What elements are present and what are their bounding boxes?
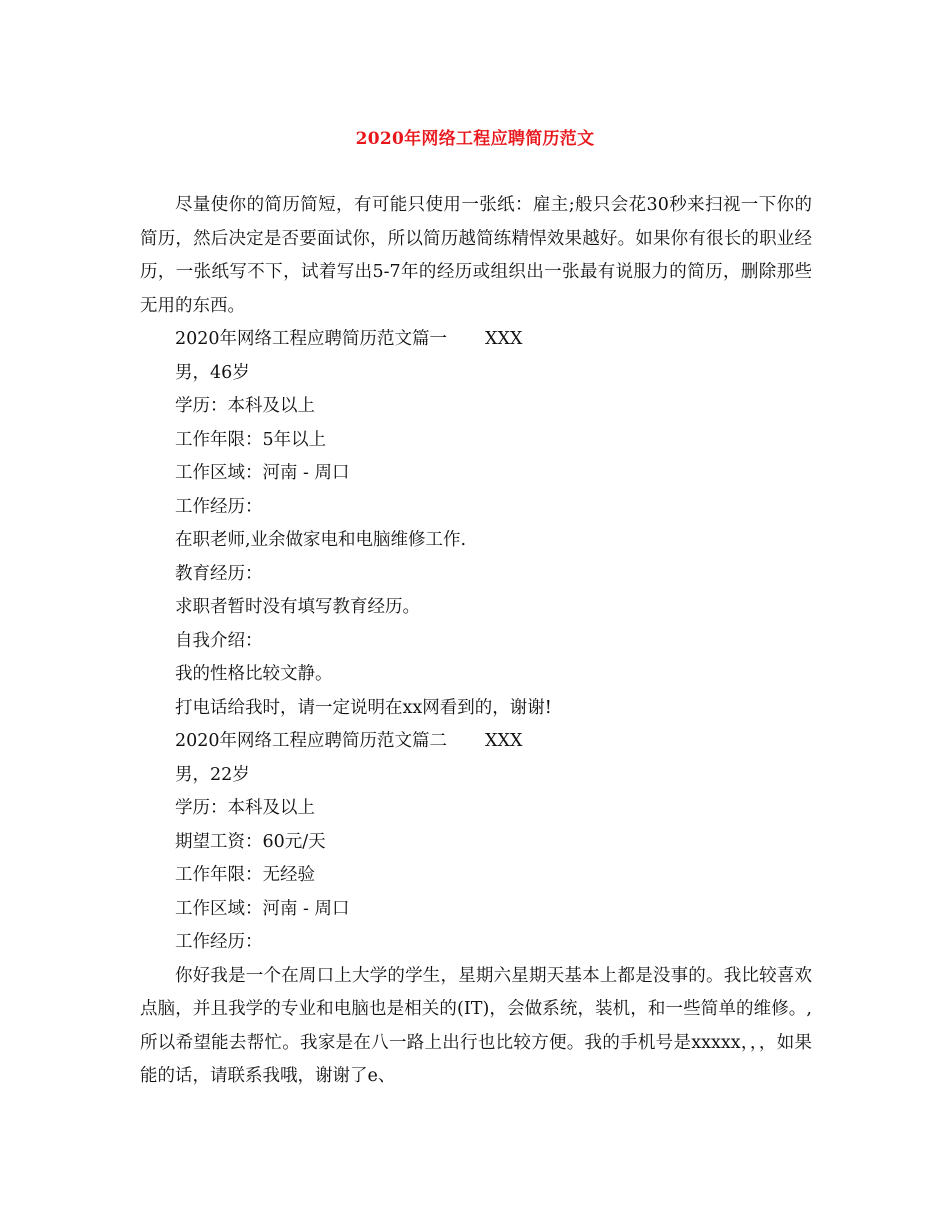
resume1-intro-label: 自我介绍： [175,630,263,651]
resume1-intro-text: 我的性格比较文静。 [175,664,333,684]
resume2-experience: 你好我是一个在周口上大学的学生，星期六星期天基本上都是没事的。我比较喜欢点脑，并且我学的专业和电脑也是相关的(IT)，会做系统，装机，和一些简单的维修。,所以希望能去帮忙。我家是在八一路上出行也比较方便。我的手机号是xxxxx，，，如果能的话，请联系我哦，谢谢了e、 [140,965,812,1086]
resume2-years: 工作年限：无经验 [175,865,315,885]
resume1-years: 工作年限：5年以上 [175,429,327,450]
resume1-gender-age: 男，46岁 [175,362,250,383]
resume1-edu-text: 求职者暂时没有填写教育经历。 [175,597,420,617]
resume1-experience: 在职老师,业余做家电和电脑维修工作. [175,530,467,550]
document-title: 2020年网络工程应聘简历范文 [355,129,595,149]
resume2-heading [140,725,812,759]
intro-paragraph: 尽量使你的简历简短，有可能只使用一张纸：雇主;般只会花30秒来扫视一下你的简历，然后决定是否要面试你，所以简历越简练精悍效果越好。如果你有很长的职业经历，一张纸写不下，试着写出5-7年的经历或组织出一张最有说服力的简历，删除那些无用的东西。 [140,195,812,316]
resume2-experience-label: 工作经历： [175,932,263,952]
resume2-salary: 期望工资：60元/天 [175,831,326,852]
resume2-region: 工作区域：河南 - 周口 [175,898,350,919]
resume2-education: 学历：本科及以上 [175,798,315,818]
resume1-education: 学历：本科及以上 [175,396,315,416]
resume1-heading [140,323,812,357]
resume1-heading-text: 2020年网络工程应聘简历范文篇一 [175,329,448,349]
resume2-name: XXX [485,731,523,751]
document-body [140,189,812,1094]
resume1-contact: 打电话给我时，请一定说明在xx网看到的，谢谢! [175,697,552,718]
resume1-region: 工作区域：河南 - 周口 [175,463,350,483]
resume2-heading-text: 2020年网络工程应聘简历范文篇二 [175,731,448,751]
resume2-gender-age: 男，22岁 [175,764,250,785]
resume1-edu-label: 教育经历： [175,563,263,584]
resume1-experience-label: 工作经历： [175,496,263,517]
resume1-name: XXX [485,329,523,349]
